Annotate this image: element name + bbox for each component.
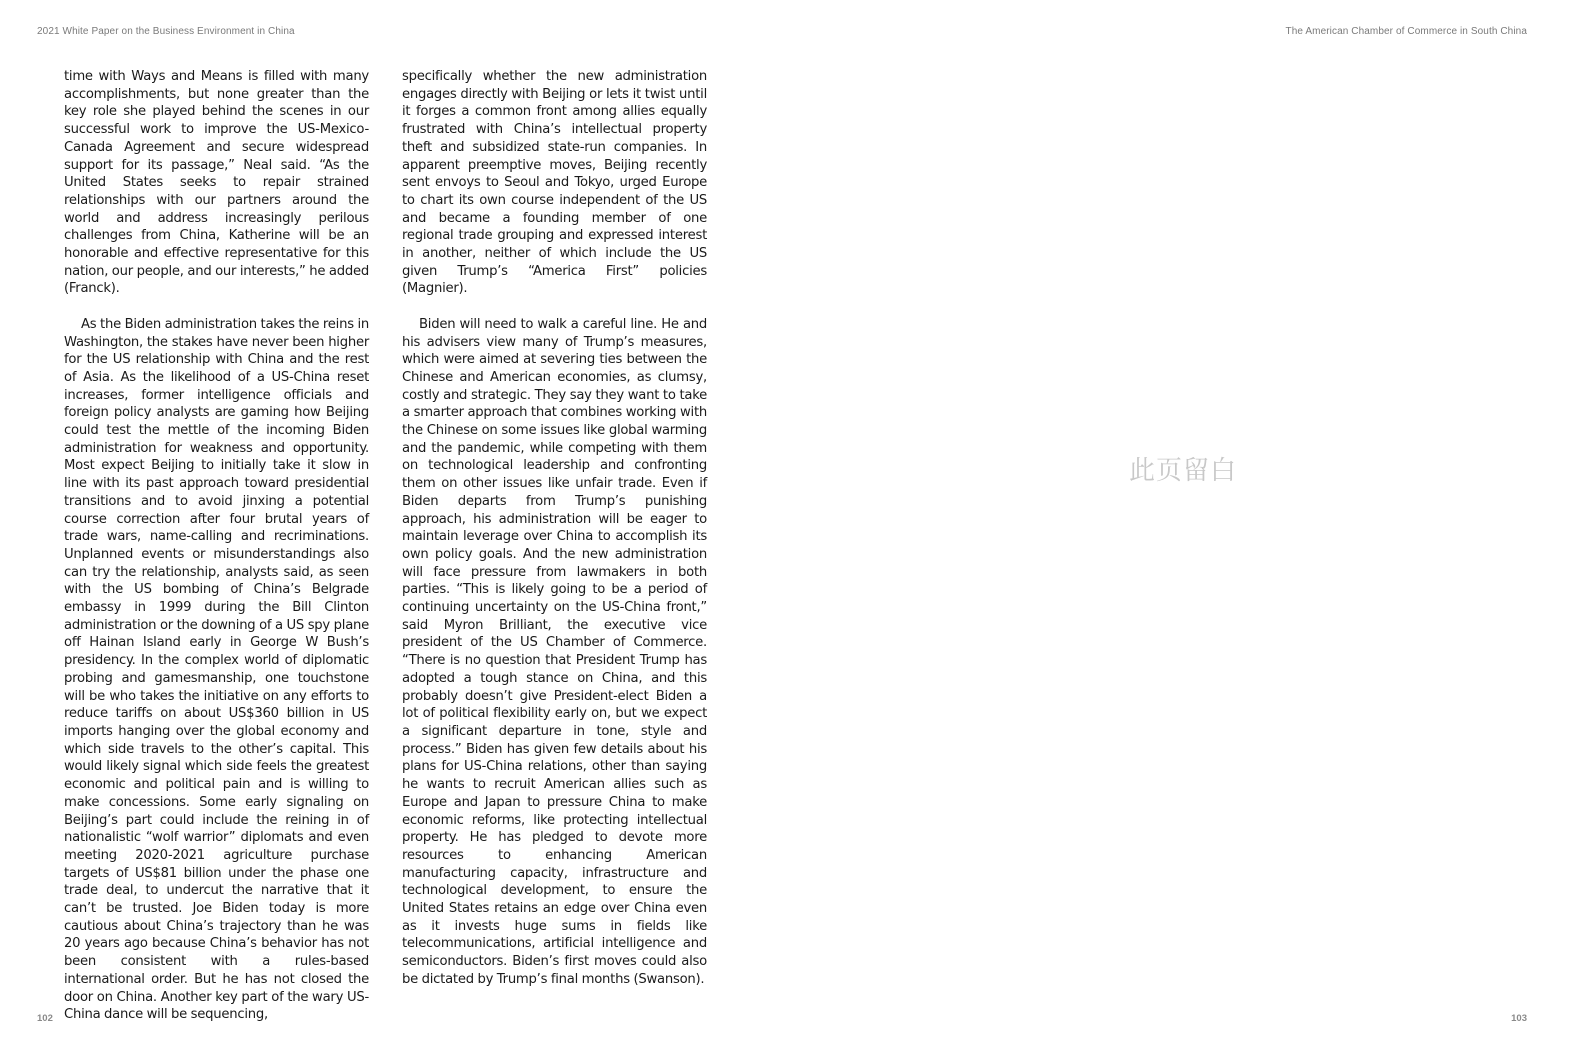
right-page-number: 103	[1511, 1013, 1527, 1024]
body-paragraph: As the Biden administration takes the reins in Washington, the stakes have never been higher for the US relationship with China and the rest of Asia. As the likelihood of a US-China reset increases, former intelligence officials and foreign policy analysts are gaming how Beijing could test the mettle of the incoming Biden administration for weakness and opportunity. Most expect Beijing to initially take it slow in line with its past approach toward presidential transitions and to avoid jinxing a potential course correction after four brutal years of trade wars, name-calling and recriminations. Unplanned events or misunderstandings also can try the relationship, analysts said, as seen with the US bombing of China’s Belgrade embassy in 1999 during the Bill Clinton administration or the downing of a US spy plane off Hainan Island early in George W Bush’s presidency. In the complex world of diplomatic probing and gamesmanship, one touchstone will be who takes the initiative on any efforts to reduce tariffs on about US$360 billion in US imports hanging over the global economy and which side travels to the other’s capital. This would likely signal which side feels the greatest economic and political pain and is willing to make concessions. Some early signaling on Beijing’s part could include the reining in of nationalistic “wolf warrior” diplomats and even meeting 2020-2021 agriculture purchase targets of US$81 billion under the phase one trade deal, to undercut the narrative that it can’t be trusted. Joe Biden today is more cautious about China’s trajectory than he was 20 years ago because China’s behavior has not been consistent with a rules-based international order. But he has not closed the door on China. Another key part of the wary US-China dance will be sequencing,	[64, 316, 369, 1023]
left-running-header: 2021 White Paper on the Business Environment in China	[37, 26, 295, 37]
body-paragraph: Biden will need to walk a careful line. He and his advisers view many of Trump’s measures, which were aimed at severing ties between the Chinese and American economies, as clumsy, costly and strategic. They say they want to take a smarter approach that combines working with the Chinese on some issues like global warming and the pandemic, while competing with them on technological leadership and confronting them on other issues like unfair trade. Even if Biden departs from Trump’s punishing approach, his administration will be eager to maintain leverage over China to accomplish its own policy goals. And the new administration will face pressure from lawmakers in both parties. “This is likely going to be a period of continuing uncertainty on the US-China front,” said Myron Brilliant, the executive vice president of the US Chamber of Commerce. “There is no question that President Trump has adopted a tough stance on China, and this probably doesn’t give President-elect Biden a lot of political flexibility early on, but we expect a significant departure in tone, style and process.” Biden has given few details about his plans for US-China relations, other than saying he wants to recruit American allies such as Europe and Japan to pressure China to make economic reforms, like protecting intellectual property. He has pledged to devote more resources to enhancing American manufacturing capacity, infrastructure and technological development, to ensure the United States retains an edge over China even as it invests huge sums in fields like telecommunications, artificial intelligence and semiconductors. Biden’s first moves could also be dictated by Trump’s final months (Swanson).	[402, 316, 707, 987]
left-page-column-1	[64, 68, 369, 1042]
left-page-column-2	[402, 68, 707, 1006]
blank-page-notice: 此页留白	[1129, 456, 1238, 486]
body-paragraph: specifically whether the new administration engages directly with Beijing or lets it twist until it forges a common front among allies equally frustrated with China’s intellectual property theft and subsidized state-run companies. In apparent preemptive moves, Beijing recently sent envoys to Seoul and Tokyo, urged Europe to chart its own course independent of the US and became a founding member of one regional trade grouping and expressed interest in another, neither of which include the US given Trump’s “America First” policies (Magnier).	[402, 69, 707, 297]
body-paragraph: time with Ways and Means is filled with many accomplishments, but none greater than the key role she played behind the scenes in our successful work to improve the US-Mexico-Canada Agreement and secure widespread support for its passage,” Neal said. “As the United States seeks to repair strained relationships with our partners around the world and address increasingly perilous challenges from China, Katherine will be an honorable and effective representative for this nation, our people, and our interests,” he added (Franck).	[64, 69, 369, 297]
right-running-header: The American Chamber of Commerce in South China	[1285, 26, 1527, 37]
left-page-number: 102	[37, 1013, 53, 1024]
